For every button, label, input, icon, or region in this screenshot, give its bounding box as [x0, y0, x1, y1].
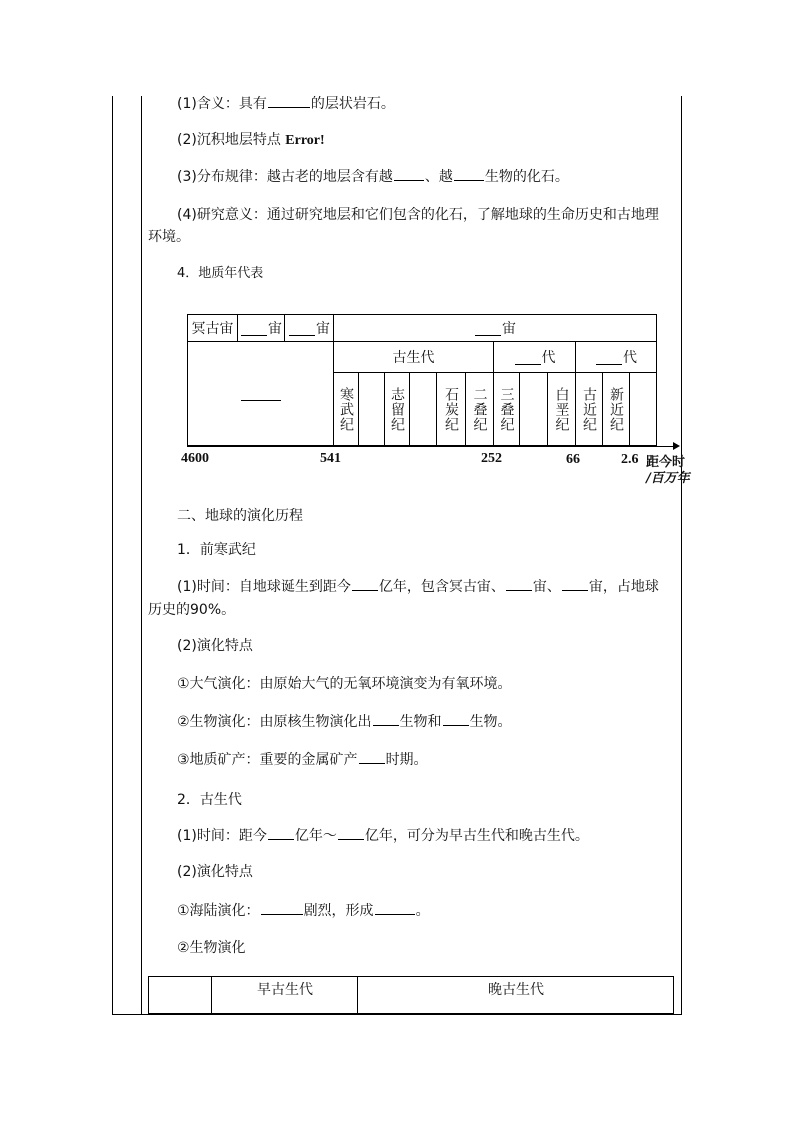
time-line-2: 历史的90%。 — [148, 602, 236, 618]
bio-evolution-heading: ②生物演化 — [177, 940, 246, 956]
paleozoic-evolution-heading: (2)演化特点 — [177, 864, 253, 880]
heading-precambrian — [177, 539, 677, 561]
precambrian-blank-cell — [187, 341, 334, 446]
text: 二、地球的演化历程 — [177, 508, 303, 524]
text: 生物的化石。 — [484, 169, 569, 185]
tick-541: 541 — [320, 451, 341, 466]
axis-arrow-icon — [673, 442, 680, 450]
paleozoic-time-line: (1)时间：距今 亿年～ 亿年，可分为早古生代和晚古生代。 — [177, 825, 677, 847]
tick-66: 66 — [566, 452, 580, 467]
significance-line — [177, 204, 677, 226]
period-cambrian: 寒武纪 — [333, 372, 359, 446]
blank-field — [454, 166, 484, 181]
period-blank — [358, 372, 385, 446]
axis-label-1: 距今时 — [646, 455, 686, 470]
period-blank — [409, 372, 437, 446]
text: 4．地质年代表 — [177, 266, 264, 281]
cenozoic-cell: 代 — [575, 341, 657, 373]
distribution-line — [177, 166, 677, 188]
paleozoic-table — [148, 976, 674, 1014]
axis-label-2: /百万年 — [646, 471, 690, 486]
tick-2-6: 2.6 — [621, 452, 639, 467]
archean-cell: 宙 — [237, 314, 285, 342]
period-paleogene: 古近纪 — [575, 372, 603, 446]
heading-paleozoic: 2．古生代 — [177, 792, 242, 808]
significance-line-2 — [148, 226, 678, 248]
text: 1．前寒武纪 — [177, 542, 256, 558]
text: (1)含义：具有 — [177, 96, 267, 112]
period-blank — [629, 372, 657, 446]
text: 的层状岩石。 — [310, 96, 395, 112]
heading-geo-table — [177, 263, 677, 285]
tick-252: 252 — [481, 451, 502, 466]
text: 、越 — [424, 169, 453, 185]
early-paleozoic-header: 早古生代 — [211, 977, 358, 1015]
meaning-line — [177, 93, 677, 115]
text: (4)研究意义：通过研究地层和它们包含的化石，了解地球的生命历史和古地理 — [177, 207, 659, 223]
text: 环境。 — [148, 229, 190, 245]
tick-4600: 4600 — [181, 451, 209, 466]
hadean-cell: 冥古宙 — [187, 314, 238, 342]
period-triassic: 三叠纪 — [493, 372, 520, 446]
section-heading — [177, 505, 677, 527]
biology-line: ②生物演化：由原核生物演化出 生物和 生物。 — [177, 711, 677, 733]
text: (3)分布规律：越古老的地层含有越 — [177, 169, 393, 185]
feature-line — [177, 129, 677, 152]
time-axis — [187, 446, 677, 447]
blank-field — [268, 93, 310, 108]
period-carboniferous: 石炭纪 — [436, 372, 466, 446]
mesozoic-cell: 代 — [493, 341, 576, 373]
period-silurian: 志留纪 — [384, 372, 410, 446]
phanerozoic-cell: 宙 — [333, 314, 657, 342]
evolution-heading: (2)演化特点 — [177, 638, 253, 654]
geologic-time-table — [187, 314, 657, 446]
late-paleozoic-header: 晚古生代 — [357, 977, 674, 1015]
period-neogene: 新近纪 — [602, 372, 630, 446]
period-permian: 二叠纪 — [465, 372, 494, 446]
time-line: (1)时间：自地球诞生到距今 亿年，包含冥古宙、 宙、 宙，占地球 — [177, 576, 677, 598]
paleozoic-cell: 古生代 — [333, 341, 494, 373]
blank-field — [394, 166, 424, 181]
error-text: Error! — [285, 133, 325, 148]
mineral-line: ③地质矿产：重要的金属矿产 时期。 — [177, 749, 677, 771]
period-blank — [519, 372, 548, 446]
period-cretaceous: 白垩纪 — [547, 372, 576, 446]
text: (2)沉积地层特点 — [177, 132, 281, 148]
atmosphere-line: ①大气演化：由原始大气的无氧环境演变为有氧环境。 — [177, 676, 512, 692]
margin-line — [141, 96, 142, 1014]
sea-land-line: ①海陆演化： 剧烈，形成 。 — [177, 900, 677, 922]
proterozoic-cell: 宙 — [284, 314, 334, 342]
